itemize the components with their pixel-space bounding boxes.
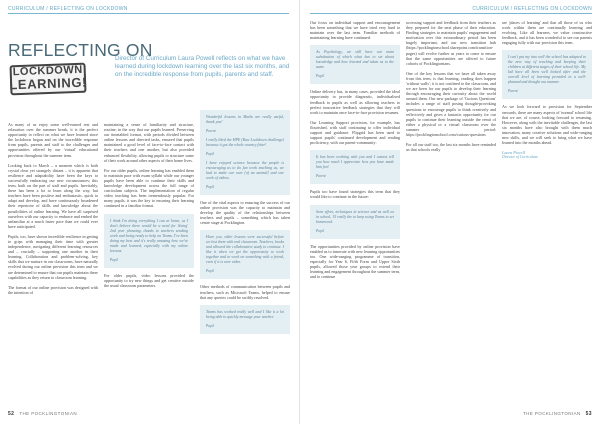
lockdown-learning-logo (9, 63, 86, 96)
page-number: 52 (8, 411, 15, 417)
quote-text: I have enjoyed science because the people is encouraging us to do fun work teaching us, we had to make our own [of an animal] and one week of videos. (206, 161, 284, 180)
logo-line1: LOCKDOWN (12, 64, 83, 79)
page-number: 53 (585, 411, 592, 417)
signature-name: Laura Powell (502, 150, 525, 156)
intro-text: Director of Curriculum Laura Powell reflects on what we have learned during lockdown learning over the last six months, and on the incredible response from pupils, parents and staff. (115, 55, 290, 78)
header-rule (8, 13, 289, 14)
quote-attribution: Pupil (206, 185, 214, 189)
paragraph: Pupils, too, have shown incredible resilience in getting to grips with managing their time with greater independence, navigating different learning resources and – crucially – supporting one another in their learning. Collaboration and problem-solving, key skills that we nurture in our classrooms, have naturally evolved during our online provision this term and we are determined to ensure that our pupils maintain these capabilities as they return to classroom learning. (8, 233, 98, 280)
paragraph: Online delivery has, in many cases, provided the ideal opportunity to provide diagnostic, individualised feedback to pupils as well as allowing teachers to perfect innovative feedback strategies that they will work to maintain once face-to-face provision resumes. (310, 89, 400, 115)
paragraph: Our focus on individual support and encouragement has been something that we have tried very hard to maintain over the last term. Familiar methods of maintaining learning have continued. (310, 20, 400, 41)
pull-quote (310, 150, 400, 184)
right-footer (523, 411, 592, 417)
paragraph: Other methods of communication between pupils and teachers, such as Microsoft Teams, helped to ensure that any queries could be swiftly resolved. (200, 284, 290, 300)
quote-attribution: Pupil (206, 323, 214, 328)
quote-attribution: Pupil (110, 257, 118, 262)
quote-text: As Psychology, we still have our main substitution of which what has to set about knowledge and how learned and taken us to the same. (316, 50, 394, 70)
paragraph: As many of us enjoy some well-earned rest and relaxation over the summer break, it is the perfect opportunity to reflect on what we have learned since the lockdown began and on the incredible response from pupils, parents and staff to the challenges and opportunities offered by our 'virtual' educational provision throughout the summer term. (8, 122, 98, 158)
paragraph: For older pupils, video lessons provided the opportunity to try new things and get creative outside the usual classroom parameters. (104, 272, 194, 288)
left-column-3 (200, 110, 290, 334)
paragraph: Looking back to March – a moment which is both crystal clear yet strangely distant – it is apparent that resilience and adaptability have been the keys to successfully embracing our new circumstances; this term, built on the part of staff and pupils. Inevitably, there has been a lot to learn along the way, but teachers have been positive and enthusiastic, quick to adapt and develop, and have continuously broadened their repertoire of skills and knowledge about the possibilities of online learning. We have all surprised ourselves with our capacity to embrace and embed the unfamiliar at a much faster pace than we could ever have anticipated. (8, 162, 98, 229)
paragraph: One of the vital aspects to ensuring the success of our online provision was the capacity to maintain and develop the quality of the relationships between teachers and pupils – something which has taken centre stage at Pocklington. (200, 200, 290, 226)
paragraph: The format of our online provision was designed with the intention of (8, 284, 98, 295)
left-footer (8, 411, 77, 417)
left-column-2 (104, 122, 194, 293)
quote-text: It has been working with you and I cannot tell you how much I appreciate how you have made him feel. (316, 155, 394, 170)
quote-attribution: Pupil (316, 74, 324, 79)
signature-role: Director of Curriculum (502, 155, 538, 160)
quote-attribution: Parent (316, 174, 326, 179)
paragraph: accessing support and feedback from their teachers as they prepared for the next phase of their education. Finding strategies to maintain pupils' engagement and motivation over this extraordinary period has been hugely important, and our new transition hub (https://pocklingtonschool.sharepoint.com/transition-pages) will evolve further as years to come to ensure that the same opportunities are offered to future cohorts of Pocklingtonians. (406, 20, 496, 66)
right-column-3 (502, 20, 592, 165)
paragraph: Pupils too have found strategies this term that they would like to continue in the future: (310, 189, 400, 200)
section-label: CURRICULUM / REFLECTING ON LOCKDOWN (472, 6, 592, 12)
right-column-1 (310, 20, 400, 284)
pull-quote (200, 305, 290, 334)
logo-line2: LEARNING! (9, 74, 88, 93)
pull-quote (310, 45, 400, 84)
quote-text: I think I'm doing everything I can at home, as I don't believe there would be a need for 'doing' 2nd year planning, thanks to teachers sending work and being ready to help on Teams. I've been doing my best and it's really amazing how we've made and learned, especially with my online lessons. (110, 218, 188, 253)
section-label: CURRICULUM / REFLECTING ON LOCKDOWN (8, 6, 128, 12)
pull-quote (200, 230, 290, 279)
paragraph: For all our staff too, the last six months have reminded us that schools really (406, 142, 496, 153)
paragraph: Our Learning Support provision, for example, has flourished, with staff continuing to offer individual support and guidance. Flipgrid has been used to support pupils' continued development and reading proficiency, with our parent-community: (310, 119, 400, 146)
publication-name: THE POCKLINGTONIAN (19, 411, 77, 416)
left-column-1 (8, 122, 98, 300)
right-page (300, 0, 600, 424)
quote-text: Seen effort, techniques in science and as well as in school, 15 really the to keep using Teams to set homework. (316, 209, 394, 224)
quote-text: Have you, older lessons were successful before we lost them with real classroom. Teachers, books and allowed the collaborative study to continue. I like it when we get the opportunity to work together and to work on something with a friend, even if it is over video. (206, 235, 284, 265)
pull-quote-stack (200, 110, 290, 195)
quote-attribution: Parent (206, 129, 216, 133)
paragraph: One of the key lessons that we have all taken away from this term, is that learning, reading does happen 'without walls'; it is not confined to the classroom, and we are keen for our pupils to develop their learning through encouraging their curiosity about the world around them. Our new package of 'Curious Questions' includes a range of staff posing thought-provoking questions to encourage pupils to think creatively and reflectively and gives a fantastic opportunity for our pupils to continue their learning outside the remit of either a physical or a virtual classroom over the summer period: https://pocklingtonschool.com/curious-questions (406, 70, 496, 137)
quote-text: I really liked the HPE (Raw Lockdown challenge) because it got the whole country fitter! (206, 138, 284, 147)
paragraph: As we look forward to provision for September onwards, there are many aspects of 'normal' school life that we are, of course, looking forward to resuming. However, along with the inevitable challenges, the last six months have also brought with them much innovation, many creative solutions and wide-ranging new skills, and we will seek to bring what we have learned into the months ahead. (502, 104, 592, 146)
header-rule (310, 13, 592, 14)
paragraph: maintaining a sense of familiarity and structure, routine, in the way that our pupils learned. Preserving our timetabled format, with periods divided between online lessons and directed tasks, ensured that pupils maintained a good level of face-to-face contact with their teachers and one another, but also provided enhanced flexibility, allowing pupils to structure some of their work around other aspects of their home lives. (104, 122, 194, 163)
pull-quote (502, 50, 592, 99)
quote-attribution: Pupil (206, 152, 214, 156)
paragraph: For our older pupils, online learning has enabled them to maintain pace with exam syllabi while our younger pupils have been able to continue their skills and knowledge development across the full range of curriculum subjects. The implementation of regular video teaching has been tremendously popular. For many pupils, it was the key to ensuring their learning continued in a familiar format. (104, 167, 194, 209)
paragraph: are 'places of learning' and that all those of us who work within them are continually learning and evolving. Like all learners, we value constructive feedback, and it has been wonderful to see our parents engaging fully with our provision this term. (502, 20, 592, 46)
quote-text: Teams has worked really well and I like it a lot being able to quickly message your teacher. (206, 309, 284, 319)
pull-quote (310, 205, 400, 239)
paragraph: The opportunities provided by online provision have enabled us to innovate with new learning opportunities too. One wide-ranging programme of transition, especially for Year 6, Fifth Form and Upper Sixth pupils, allowed those year groups to extend their learning and engagement throughout the summer term, and to continue (310, 243, 400, 280)
quote-text: Wonderful lessons in Maths are really useful, thank you! (206, 115, 284, 124)
quote-attribution: Parent (508, 89, 518, 94)
pull-quote (104, 214, 194, 268)
page-title: REFLECTING ON (8, 40, 153, 60)
quote-text: I can't put my into well the school has adapted to the new way of teaching and keeping their children at different stages of their school life. My kid have all been well looked after and the overall level of learning provided in a well-planned and thought out manner. (508, 55, 586, 85)
publication-name: THE POCKLINGTONIAN (523, 411, 581, 416)
right-column-2 (406, 20, 496, 157)
quote-attribution: Pupil (316, 228, 324, 233)
quote-attribution: Pupil (206, 269, 214, 274)
